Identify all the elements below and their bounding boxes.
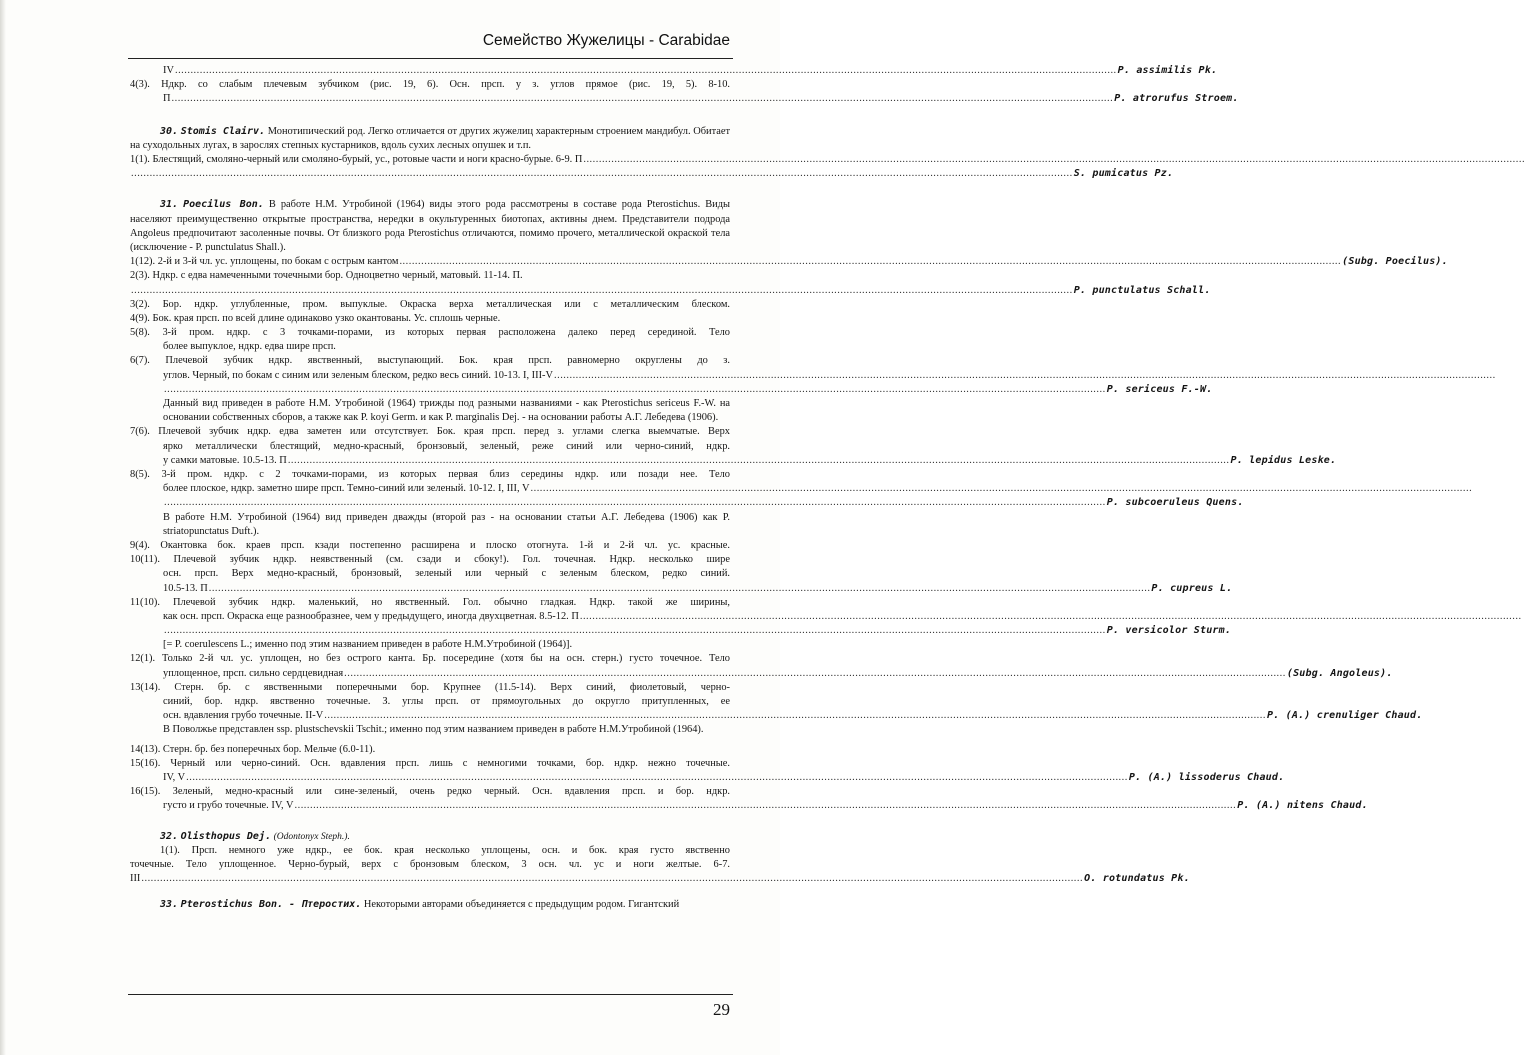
- key-couplet: синий, бор. ндкр. явственно точечные. З. углы прсп. от прямоугольных до округло притупленных, ее: [163, 696, 730, 708]
- key-couplet: 1(1). Прсп. немного уже ндкр., ее бок. края несколько уплощены, осн. и бок. края густо явственно: [160, 844, 730, 856]
- key-line: IV ..... P. assimilis Pk.: [130, 64, 730, 78]
- species-name: P. punctulatus Schall.: [1073, 284, 1211, 296]
- key-couplet: 14(13). Стерн. бр. без поперечных бор. Мельче (6.0-11).: [130, 743, 376, 755]
- key-line: более плоское, ндкр. заметно шире прсп. Темно-синий или зеленый. 10-12. I, III, V .....: [130, 482, 730, 496]
- key-couplet: 4(3). Ндкр. со слабым плечевым зубчиком (рис. 19, 6). Осн. прсп. у з. углов прямое (рис. 19, 5). 8-10.: [130, 79, 730, 91]
- key-couplet: 11(10). Плечевой зубчик ндкр. маленький, но явственный. Гол. обычно гладкая. Ндкр. такой же ширины,: [130, 596, 730, 608]
- key-line: как осн. прсп. Окраска еще разнообразнее, чем у предыдущего, иногда двухцветная. 8.5-12. П .....: [130, 610, 730, 624]
- genus-name: Stomis Clairv.: [180, 125, 266, 137]
- key-line: IV, V ..... P. (A.) lissoderus Chaud.: [130, 771, 730, 785]
- genus-section-olisthopus: [130, 830, 730, 844]
- key-couplet: 7(6). Плечевой зубчик ндкр. едва заметен или отсутствует. Бок. края прсп. перед з. углами слегка выемчатые. Верх: [130, 426, 730, 438]
- genus-section-poecilus: [130, 198, 730, 255]
- genus-number: 32.: [160, 830, 179, 842]
- key-line: у самки матовые. 10.5-13. П ..... P. lepidus Leske.: [130, 454, 730, 468]
- key-couplet: более выпуклое, ндкр. едва шире прсп.: [163, 341, 336, 353]
- key-line: III ..... O. rotundatus Pk.: [130, 872, 730, 886]
- key-line: [130, 383, 1213, 397]
- species-name: P. sericeus F.-W.: [1106, 383, 1213, 395]
- key-line: [130, 624, 1232, 638]
- footer-rule: [128, 994, 733, 995]
- running-header: Семейство Жужелицы - Carabidae: [482, 32, 730, 49]
- genus-intro: Монотипический род. Легко отличается от других жужелиц характерным строением мандибул. Обитает на суходольных лугах, в зарослях степных кустарников, вдоль сухих лесных опушек и т.п.: [130, 125, 731, 151]
- subgenus-name: (Subg. Angoleus).: [1286, 667, 1393, 679]
- species-name: P. atrorufus Stroem.: [1114, 93, 1239, 105]
- genus-number: 30.: [160, 125, 179, 137]
- key-couplet: ярко металлически блестящий, медно-красный, бронзовый, зеленый, реже синий или черно-синий, ндкр.: [163, 440, 730, 452]
- key-couplet: 9(4). Окантовка бок. краев прсп. кзади постепенно расширена и плоско отогнута. 1-й и 2-й чл. ус. красные.: [130, 539, 730, 551]
- key-line: 1(12). 2-й и 3-й чл. ус. уплощены, по бокам с острым кантом ..... (Subg. Poecilus).: [130, 255, 730, 269]
- page-number: 29: [713, 1000, 730, 1019]
- species-name: P. cupreus L.: [1151, 582, 1233, 594]
- key-couplet: 3(2). Бор. ндкр. углубленные, пром. выпуклые. Окраска верха металлическая или с металлическим блеском.: [130, 298, 730, 310]
- header-rule: [128, 58, 733, 59]
- species-name: P. (A.) lissoderus Chaud.: [1128, 771, 1285, 783]
- species-name: P. assimilis Pk.: [1117, 65, 1218, 76]
- key-line: уплощенное, прсп. сильно сердцевидная ..... (Subg. Angoleus).: [130, 667, 730, 681]
- scan-edge: [0, 0, 6, 1055]
- key-couplet: 15(16). Черный или черно-синий. Осн. вдавления прсп. лишь с немногими точками, бор. ндкр. нежно точечные.: [130, 757, 730, 769]
- key-couplet: точечные. Тело уплощенное. Черно-бурый, верх с бронзовым блеском, 3 осн. чл. ус и ноги желтые. 6-7.: [130, 858, 730, 870]
- key-couplet: 16(15). Зеленый, медно-красный или сине-зеленый, очень редко черный. Осн. вдавления прсп. и бор. ндкр.: [130, 786, 730, 798]
- species-name: O. rotundatus Pk.: [1084, 873, 1190, 885]
- genus-intro: В работе Н.М. Утробиной (1964) виды этого рода рассмотрены в составе рода Pterostichus. Виды населяют преимущественно открытые пространства, нередки в окультуренных биотопах, активны днем. Представители подрода Angoleus предпочитают засоленные почвы. От близкого рода Pterostichus отличаются, помимо прочего, металлической окраской тела (исключение - P. punctulatus Shall.).: [130, 199, 730, 253]
- key-line: густо и грубо точечные. IV, V ..... P. (A.) nitens Chaud.: [130, 799, 730, 813]
- key-line: [130, 284, 1211, 298]
- key-line: [130, 496, 1244, 510]
- subgenus-name: (Subg. Poecilus).: [1342, 256, 1448, 268]
- species-name: P. lepidus Leske.: [1230, 454, 1337, 466]
- genus-synonym: (Odontonyx Steph.).: [273, 831, 350, 842]
- key-line: 10.5-13. П ..... P. cupreus L.: [130, 582, 730, 596]
- key-couplet: 5(8). 3-й пром. ндкр. с 3 точками-порами, из которых первая расположена далеко перед серединой. Тело: [130, 327, 730, 339]
- genus-name: Olisthopus Dej.: [180, 830, 271, 842]
- key-line: осн. вдавления грубо точечные. II-V ..... P. (A.) crenuliger Chaud.: [130, 709, 730, 723]
- key-couplet: 8(5). 3-й пром. ндкр. с 2 точками-порами, из которых первая близ середины ндкр. или позади нее. Тело: [130, 469, 730, 480]
- key-couplet: 13(14). Стерн. бр. с явственными поперечными бор. Крупнее (11.5-14). Верх синий, фиолетовый, черно-: [130, 681, 730, 693]
- genus-intro: Некоторыми авторами объединяется с предыдущим родом. Гигантский: [363, 899, 680, 911]
- species-note: [= P. coerulescens L.; именно под этим названием приведен в работе Н.М.Утробиной (1964)].: [163, 639, 573, 651]
- key-line: углов. Черный, по бокам с синим или зеленым блеском, редко весь синий. 10-13. I, III-V .....: [130, 369, 730, 383]
- page-body: [130, 64, 1448, 912]
- key-couplet: 6(7). Плечевой зубчик ндкр. явственный, выступающий. Бок. края прсп. равномерно округлены до з.: [130, 355, 730, 367]
- species-note: В работе Н.М. Утробиной (1964) вид приведен дважды (второй раз - на основании статьи А.Г. Лебедева (1906) как P. striatopunctatus Duft.).: [163, 511, 730, 537]
- key-line: [130, 167, 1174, 181]
- genus-number: 31.: [160, 199, 179, 211]
- key-couplet: 10(11). Плечевой зубчик ндкр. неявственный (см. сзади и сбоку!). Гол. точечная. Ндкр. несколько шире: [130, 554, 730, 566]
- key-line: 1(1). Блестящий, смоляно-черный или смоляно-бурый, ус., ротовые части и ноги красно-бурые. 6-9. П .....: [130, 153, 730, 167]
- key-couplet: 4(9). Бок. края прсп. по всей длине одинаково узко окантованы. Ус. сплошь черные.: [130, 312, 501, 324]
- species-name: P. (A.) crenuliger Chaud.: [1266, 710, 1423, 722]
- genus-name: Pterostichus Bon. - Птеростих.: [180, 899, 362, 911]
- species-name: P. versicolor Sturm.: [1106, 625, 1232, 637]
- key-line: 2(3). Ндкр. с едва намеченными точечными бор. Одноцветно черный, матовый. 11-14. П.: [130, 270, 523, 282]
- species-name: P. subcoeruleus Quens.: [1106, 497, 1244, 509]
- genus-section-stomis: [130, 125, 730, 153]
- species-name: P. (A.) nitens Chaud.: [1237, 800, 1368, 812]
- species-note: В Поволжье представлен ssp. plustschevskii Tschit.; именно под этим названием приведен в работе Н.М.Утробиной (1964).: [163, 724, 704, 736]
- genus-number: 33.: [160, 899, 179, 911]
- genus-section-pterostichus: [130, 898, 730, 912]
- key-line: П ..... P. atrorufus Stroem.: [130, 92, 730, 106]
- species-name: S. pumicatus Pz.: [1073, 168, 1174, 180]
- genus-name: Poecilus Bon.: [183, 199, 264, 211]
- key-couplet: 12(1). Только 2-й чл. ус. уплощен, но без острого канта. Бр. посередине (хотя бы на осн. стерн.) густо точечное. Тело: [130, 653, 730, 665]
- species-note: Данный вид приведен в работе Н.М. Утробиной (1964) трижды под разными названиями - как Pterostichus sericeus F.-W. на основании собственных сборов, а также как P. koyi Germ. и как P. marginalis Dej. - на основании работы А.Г. Лебедева (1906).: [163, 398, 730, 424]
- key-couplet: осн. прсп. Верх медно-красный, бронзовый, зеленый или черный с зеленым блеском, редко синий.: [163, 568, 730, 580]
